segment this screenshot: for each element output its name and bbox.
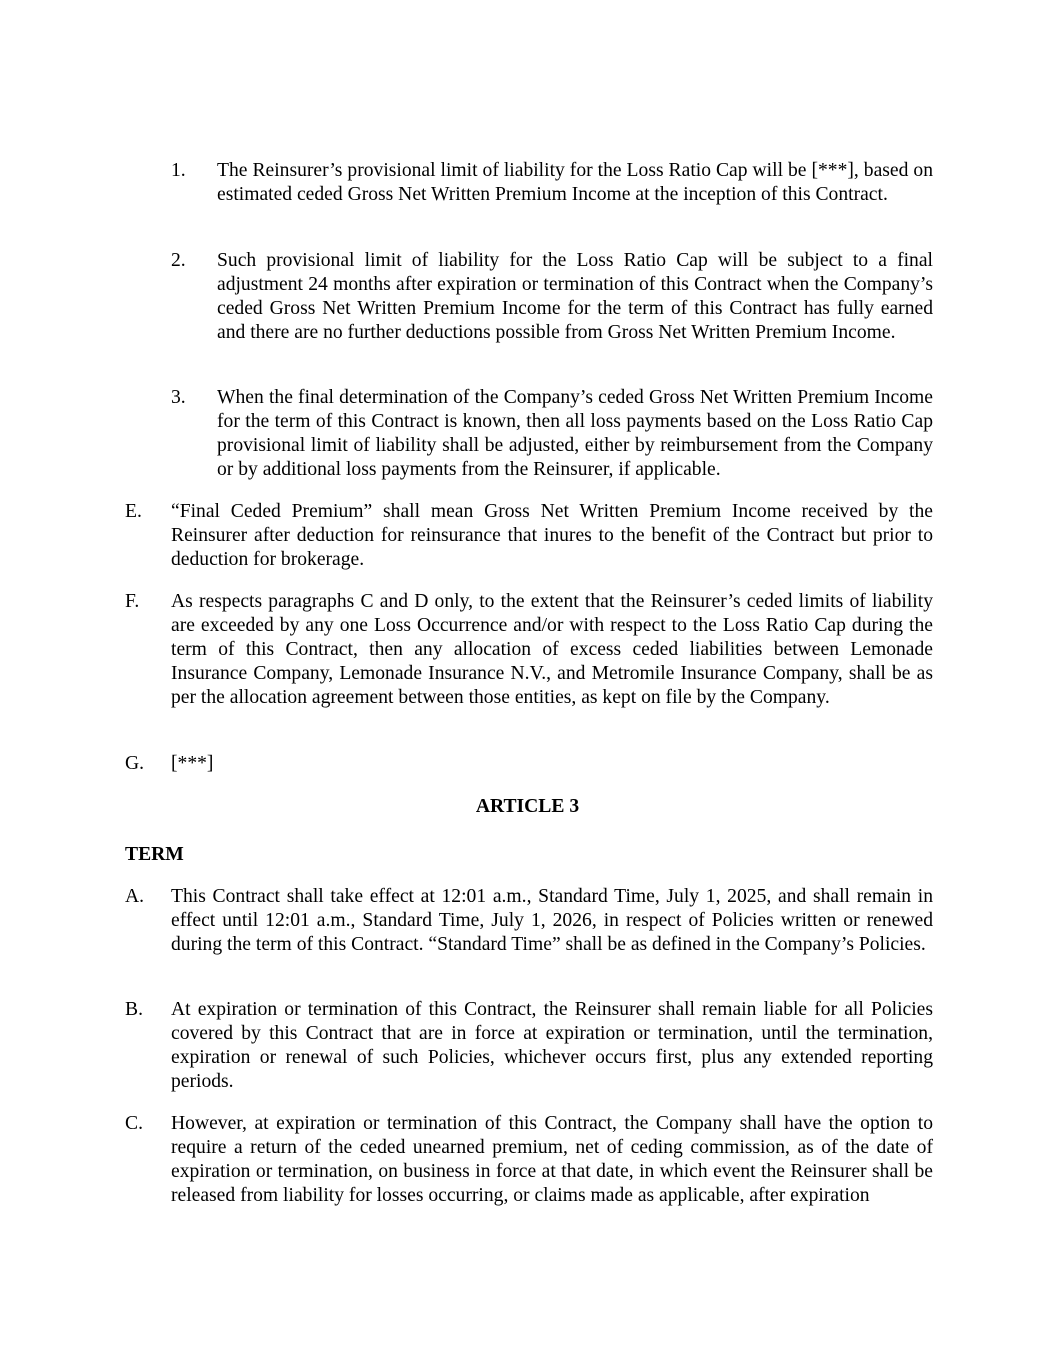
numbered-paragraph-1 bbox=[171, 159, 933, 207]
paragraph-text: As respects paragraphs C and D only, to the extent that the Reinsurer’s ceded limits of liability are exceeded by any one Loss Occurrence and/or with respect to the Loss Ratio Cap during the term of this Contract, then any allocation of excess ceded liabilities between Lemonade Insurance Company, Lemonade Insurance N.V., and Metromile Insurance Company, shall be as per the allocation agreement between those entities, as kept on file by the Company. bbox=[171, 591, 933, 708]
paragraph-text: When the final determination of the Company’s ceded Gross Net Written Premium Income for the term of this Contract is known, then all loss payments based on the Loss Ratio Cap provisional limit of liability shall be adjusted, either by reimbursement from the Company or by additional loss payments from the Reinsurer, if applicable. bbox=[217, 387, 933, 480]
numbered-paragraph-2 bbox=[171, 249, 933, 345]
paragraph-letter: B. bbox=[125, 999, 143, 1020]
paragraph-text: At expiration or termination of this Contract, the Reinsurer shall remain liable for all Policies covered by this Contract that are in force at expiration or termination, until the termination, expiration or renewal of such Policies, whichever occurs first, plus any extended reporting periods. bbox=[171, 999, 933, 1092]
term-paragraph-c bbox=[125, 1112, 933, 1208]
numbered-paragraph-3 bbox=[171, 386, 933, 482]
term-paragraph-b bbox=[125, 998, 933, 1094]
paragraph-text: The Reinsurer’s provisional limit of liability for the Loss Ratio Cap will be [***], based on estimated ceded Gross Net Written Premium Income at the inception of this Contract. bbox=[217, 160, 933, 205]
lettered-paragraph-f bbox=[125, 590, 933, 710]
term-paragraph-a bbox=[125, 885, 933, 957]
paragraph-text: This Contract shall take effect at 12:01 a.m., Standard Time, July 1, 2025, and shall remain in effect until 12:01 a.m., Standard Time, July 1, 2026, in respect of Policies written or renewed during the term of this Contract. “Standard Time” shall be as defined in the Company’s Policies. bbox=[171, 886, 933, 955]
paragraph-text: Such provisional limit of liability for the Loss Ratio Cap will be subject to a final adjustment 24 months after expiration or termination of this Contract when the Company’s ceded Gross Net Written Premium Income for the term of this Contract has fully earned and there are no further deductions possible from Gross Net Written Premium Income. bbox=[217, 250, 933, 343]
paragraph-text: [***] bbox=[171, 753, 214, 774]
paragraph-letter: F. bbox=[125, 591, 140, 612]
lettered-paragraph-g bbox=[125, 752, 933, 776]
paragraph-number: 3. bbox=[171, 387, 186, 408]
paragraph-number: 1. bbox=[171, 160, 186, 181]
lettered-paragraph-e bbox=[125, 500, 933, 572]
paragraph-letter: A. bbox=[125, 886, 145, 907]
paragraph-letter: G. bbox=[125, 753, 145, 774]
paragraph-text: However, at expiration or termination of this Contract, the Company shall have the option to require a return of the ceded unearned premium, net of ceding commission, as of the date of expiration or termination, on business in force at that date, in which event the Reinsurer shall be released from liability for losses occurring, or claims made as applicable, after expiration bbox=[171, 1113, 933, 1206]
paragraph-text: “Final Ceded Premium” shall mean Gross Net Written Premium Income received by the Reinsurer after deduction for reinsurance that inures to the benefit of the Contract but prior to deduction for brokerage. bbox=[171, 501, 933, 570]
paragraph-number: 2. bbox=[171, 250, 186, 271]
paragraph-letter: C. bbox=[125, 1113, 143, 1134]
article-heading: ARTICLE 3 bbox=[475, 796, 580, 817]
section-title: TERM bbox=[125, 844, 184, 865]
paragraph-letter: E. bbox=[125, 501, 142, 522]
